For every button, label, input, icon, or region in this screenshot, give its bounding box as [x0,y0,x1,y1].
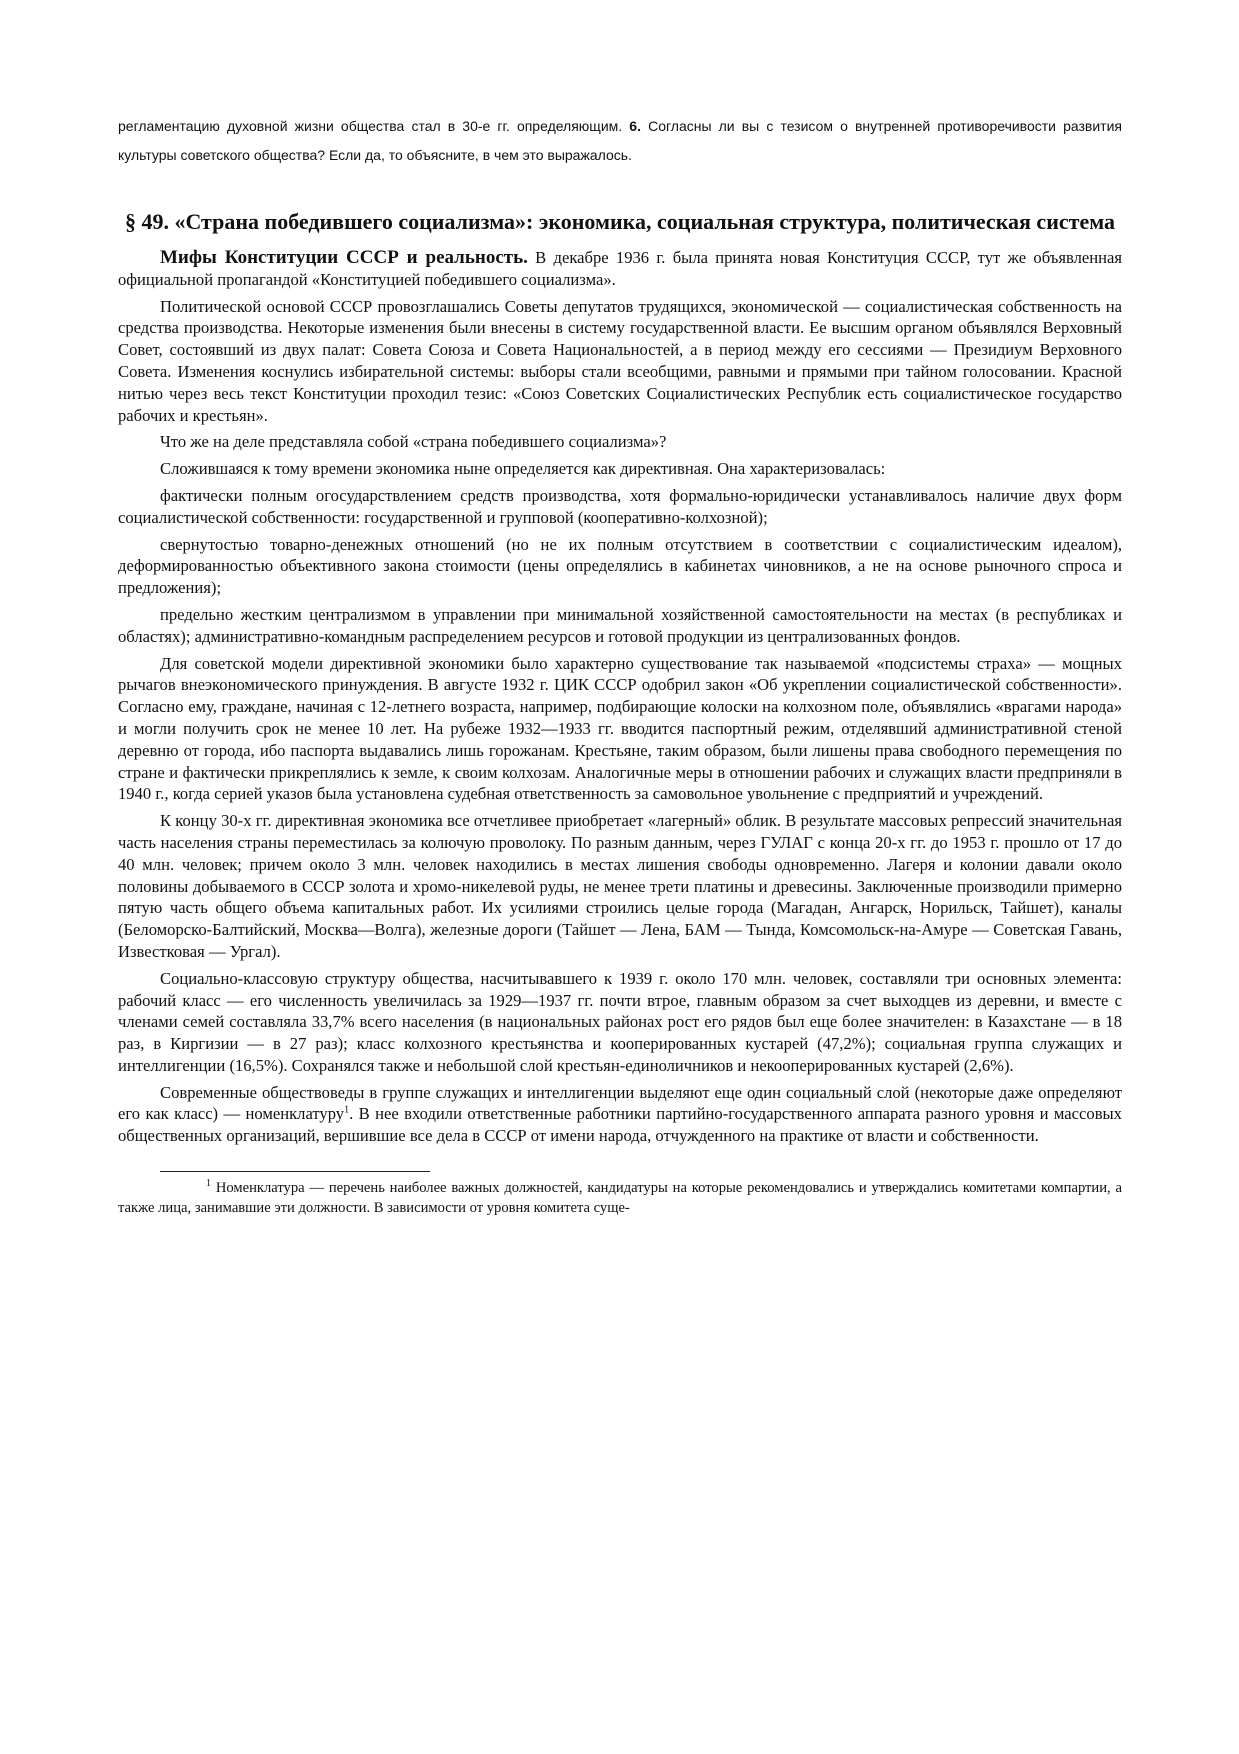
paragraph-3: Что же на деле представляла собой «страна победившего социализма»? [160,432,667,452]
paragraph-10: Социально-классовую структуру общества, насчитывавшего к 1939 г. около 170 млн. человек, составляли три основных элемента: рабочий класс — его численность увеличилась за 1929—1937 гг. почти втрое, главным образом за счет выходцев из деревни, и вместе с членами семей составляла 33,7% всего населения (в национальных районах рост его рядов был еще более значителен: в Казахстане — в 18 раз, в Киргизии — в 27 раз); класс колхозного крестьянства и кооперированных кустарей (47,2%); социальная группа служащих и интеллигенции (16,5%). Сохранялся также и небольшой слой крестьян-единоличников и некооперированных кустарей (2,6%). [118,968,1122,1075]
subsection-title: Мифы Конституции СССР и реальность. [160,247,528,268]
paragraph-5: фактически полным огосударствлением средств производства, хотя формально-юридически устанавливалось наличие двух форм социалистической собственности: государственной и групповой (кооперативно-колхозной); [118,485,1122,527]
paragraph-11-text-a: Современные обществоведы в группе служащих и интеллигенции выделяют еще один социальный слой (некоторые даже определяют его как класс) — номенклатуру [118,1082,1122,1124]
section-heading: § 49. «Страна победившего социализма»: экономика, социальная структура, политическая система [124,209,1116,234]
footnote-text: Номенклатура — перечень наиболее важных должностей, кандидатуры на которые рекомендовались и утверждались комитетами компартии, а также лица, занимавшие эти должности. В зависимости от уровня комитета суще- [118,1180,1122,1217]
footnote [118,1178,1122,1218]
paragraph-7: предельно жестким централизмом в управлении при минимальной хозяйственной самостоятельности на местах (в республиках и областях); административно-командным распределением ресурсов и готовой продукции из централизованных фондов. [118,604,1122,646]
paragraph-1-text: В декабре 1936 г. была принята новая Конституция СССР, тут же объявленная официальной пропагандой «Конституцией победившего социализма». [118,248,1122,289]
page-content [118,112,1122,1218]
paragraph-4: Сложившаяся к тому времени экономика ныне определяется как директивная. Она характеризовалась: [160,459,886,479]
paragraph-11-text-b: . В нее входили ответственные работники партийно-государственного аппарата разного уровня и массовых общественных организаций, вершившие все дела в СССР от имени народа, отчужденного на практике от власти и собственности. [118,1104,1122,1146]
paragraph-6: свернутостью товарно-денежных отношений (но не их полным отсутствием в соответствии с социалистическим идеалом), деформированностью объективного закона стоимости (цены определялись в кабинетах чиновников, а не на основе рыночного спроса и предложения); [118,534,1122,598]
question-6-number: 6. [629,118,641,134]
paragraph-8: Для советской модели директивной экономики было характерно существование так называемой «подсистемы страха» — мощных рычагов внеэкономического принуждения. В августе 1932 г. ЦИК СССР одобрил закон «Об укреплении социалистической собственности». Согласно ему, граждане, начиная с 12-летнего возраста, например, подбирающие колоски на колхозном поле, объявлялись «врагами народа» и могли получить срок не менее 10 лет. На рубеже 1932—1933 гг. вводится паспортный режим, отделявший административной стеной деревню от города, ибо паспорта выдавались лишь горожанам. Крестьяне, таким образом, были лишены права свободного перемещения по стране и фактически прикреплялись к земле, к своим колхозам. Аналогичные меры в отношении рабочих и служащих власти предприняли в 1940 г., когда серией указов была установлена судебная ответственность за самовольное увольнение с предприятий и учреждений. [118,653,1122,804]
footnote-divider [160,1171,430,1172]
paragraph-2: Политической основой СССР провозглашались Советы депутатов трудящихся, экономической — социалистическая собственность на средства производства. Некоторые изменения были внесены в систему государственной власти. Ее высшим органом объявлялся Верховный Совет, состоявший из двух палат: Совета Союза и Совета Национальностей, а в период между его сессиями — Президиум Верховного Совета. Изменения коснулись избирательной системы: выборы стали всеобщими, равными и прямыми при тайном голосовании. Красной нитью через весь текст Конституции проходил тезис: «Союз Советских Социалистических Республик есть социалистическое государство рабочих и крестьян». [118,296,1122,425]
question-6-text: Согласны ли вы с тезисом о внутренней противоречивости развития культуры советского общества? Если да, то объясните, в чем это выражалось. [118,118,1122,163]
paragraph-9: К концу 30-х гг. директивная экономика все отчетливее приобретает «лагерный» облик. В результате массовых репрессий значительная часть населения страны переместилась за колючую проволоку. По разным данным, через ГУЛАГ с конца 20-х гг. до 1953 г. прошло от 17 до 40 млн. человек; причем около 3 млн. человек находились в местах лишения свободы одновременно. Лагеря и колонии давали около половины добываемого в СССР золота и хромо-никелевой руды, не менее трети платины и древесины. Заключенные производили примерно пятую часть общего объема капитальных работ. Их усилиями строились целые города (Магадан, Ангарск, Норильск, Тайшет), каналы (Беломорско-Балтийский, Москва—Волга), железные дороги (Тайшет — Лена, БАМ — Тында, Комсомольск-на-Амуре — Советская Гавань, Известковая — Ургал). [118,811,1122,961]
paragraph-11 [118,1082,1122,1147]
review-questions [118,112,1122,170]
footnote-mark: 1 [206,1178,211,1190]
question-5-tail: регламентацию духовной жизни общества стал в 30-е гг. определяющим. [118,118,623,134]
footnote-reference[interactable]: 1 [344,1104,350,1116]
paragraph-1 [118,247,1122,291]
